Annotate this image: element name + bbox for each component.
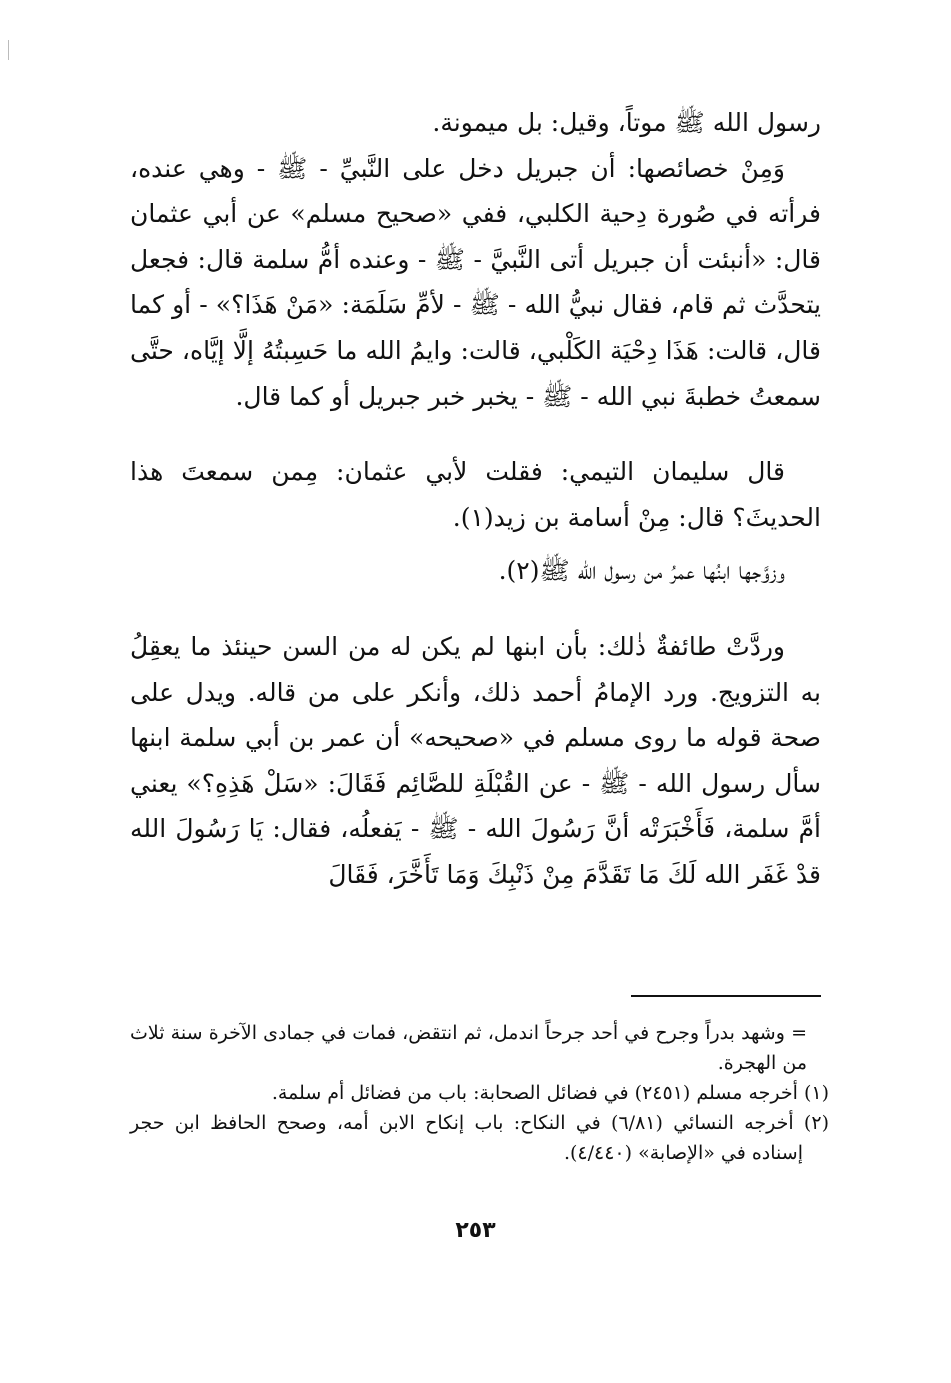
- paragraph-5: وردَّتْ طائفةٌ ذٰلك: بأن ابنها لم يكن له من السن حينئذ ما يعقِلُ به التزويج. ورد الإمامُ أحمد ذلك، وأنكر على من قاله. ويدل على صحة قوله ما روى مسلم في «صحيحه» أن عمر بن أبي سلمة ابنها سأل رسول الله - ﷺ - عن القُبْلَةِ للصَّائِم فَقَالَ: «سَلْ هَذِهِ؟» يعني أمَّ سلمة، فَأَخْبَرَتْه أنَّ رَسُولَ الله - ﷺ - يَفعلُه، فقال: يَا رَسُولَ الله قدْ غَفَر الله لَكَ مَا تَقَدَّمَ مِنْ ذَنْبِكَ وَمَا تَأَخَّرَ، فَقَالَ: [130, 631, 821, 889]
- paragraph-2: وَمِنْ خصائصها: أن جبريل دخل على النَّبيِّ - ﷺ - وهي عنده، فرأته في صُورة دِحية الكلبي، ففي «صحيح مسلم» عن أبي عثمان قال: «أنبئت أن جبريل أتى النَّبيَّ - ﷺ - وعنده أمُّ سلمة قال: فجعل يتحدَّث ثم قام، فقال نبيُّ الله - ﷺ - لأمِّ سَلَمَة: «مَنْ هَذَا؟» - أو كما قال، قالت: هَذَا دِحْيَة الكَلْبي، قالت: وايمُ الله ما حَسِبتُهُ إلَّا إيَّاه، حتَّى سمعتُ خطبةَ نبي الله - ﷺ - يخبر خبر جبريل أو كما قال.: [130, 153, 821, 411]
- footnote-2: (٢) أخرجه النسائي (٦/٨١) في النكاح: باب إنكاح الابن أمه، وصحح الحافظ ابن حجر إسناده في «الإصابة» (٤/٤٤٠).: [130, 1112, 829, 1164]
- paragraph-3: قال سليمان التيمي: فقلت لأبي عثمان: مِمن سمعتَ هذا الحديثَ؟ قال: مِنْ أسامة بن زيد(١).: [130, 457, 821, 532]
- footnote-continuation: = وشهد بدراً وجرح في أحد جرحاً اندمل، ثم انتقض، فمات في جمادى الآخرة سنة ثلاث من الهجرة.: [130, 1022, 807, 1074]
- paragraph-1: رسول الله ﷺ موتاً، وقيل: بل ميمونة.: [432, 108, 821, 137]
- paragraph-4: وزوَّجها ابنُها عمرُ من رسول الله ﷺ(٢).: [498, 556, 785, 586]
- page-number: ٢٥٣: [455, 1218, 496, 1243]
- footnotes: [130, 1018, 829, 1168]
- footnote-separator: [631, 995, 821, 997]
- scan-margin-mark: [8, 40, 9, 60]
- main-text: [130, 100, 821, 898]
- footnote-1: (١) أخرجه مسلم (٢٤٥١) في فضائل الصحابة: باب من فضائل أم سلمة.: [271, 1082, 829, 1104]
